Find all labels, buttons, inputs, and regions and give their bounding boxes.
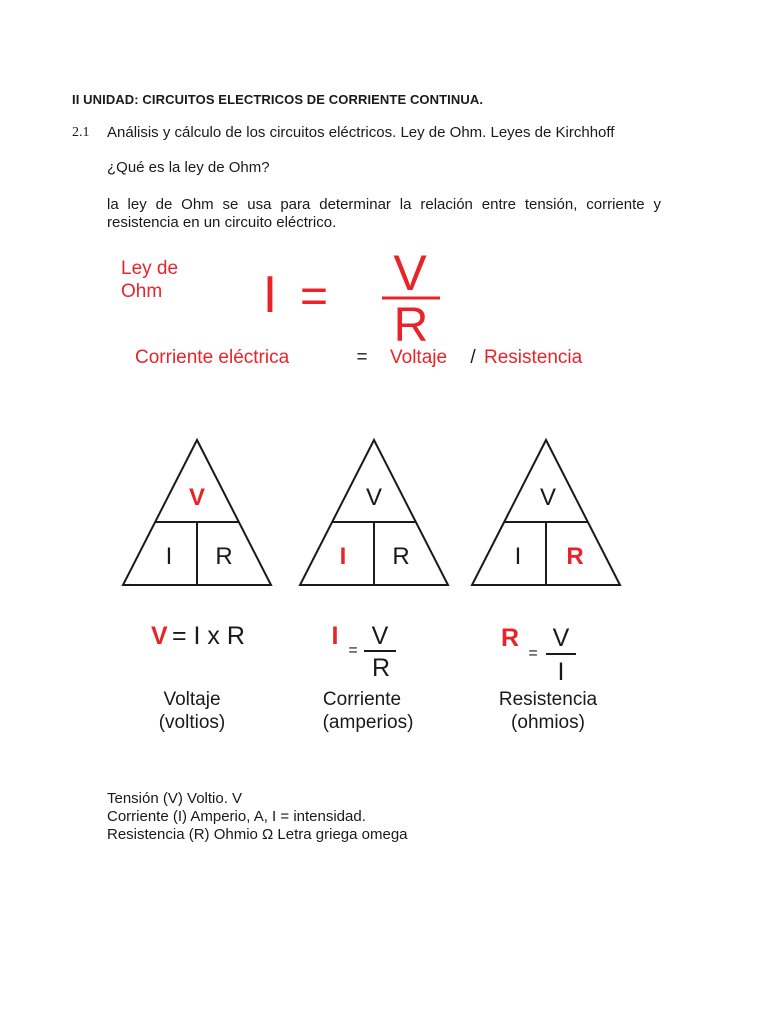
formula-numerator: V [393, 245, 427, 301]
triangle2-right: R [392, 543, 410, 570]
formula-denominator: R [393, 299, 429, 352]
triangle-voltage [123, 440, 271, 585]
resistance-formula-numerator: V [552, 624, 570, 652]
resistance-formula-equals: = [528, 645, 538, 662]
question-text: ¿Qué es la ley de Ohm? [107, 159, 270, 176]
section-number: 2.1 [72, 125, 90, 140]
triangle1-left: I [165, 543, 173, 570]
voltage-unit: (voltios) [158, 712, 226, 733]
triangle3-top: V [539, 484, 557, 511]
section-title: Análisis y cálculo de los circuitos eléctricos. Ley de Ohm. Leyes de Kirchhoff [107, 124, 615, 141]
triangle-resistance [472, 440, 620, 585]
definition-paragraph: la ley de Ohm se usa para determinar la relación entre tensión, corriente y resistencia en un circuito eléctrico. [107, 196, 661, 231]
word-equation-equals: = [356, 347, 368, 368]
current-name: Corriente [322, 689, 402, 710]
triangle3-right: R [566, 543, 584, 570]
word-equation-lhs: Corriente eléctrica [135, 347, 290, 368]
resistance-formula-denominator: I [557, 658, 565, 686]
resistance-name: Resistencia [498, 689, 598, 710]
triangle1-right: R [215, 543, 233, 570]
formula-lhs: I [262, 266, 278, 324]
current-formula-numerator: V [371, 622, 389, 650]
current-formula-lhs: I [331, 622, 339, 650]
figure-caption-line2: Ohm [121, 281, 163, 302]
triangle2-top: V [365, 484, 383, 511]
resistance-formula [501, 624, 576, 686]
voltage-formula [151, 622, 245, 650]
resistance-unit: (ohmios) [511, 712, 585, 733]
word-equation-slash: / [470, 347, 476, 368]
units-legend [107, 790, 408, 844]
voltage-formula-lhs: V [151, 622, 168, 650]
formula-equals: = [299, 270, 329, 323]
triangle2-left: I [339, 543, 347, 570]
voltage-formula-rhs: = I x R [172, 622, 245, 650]
resistance-formula-lhs: R [500, 624, 520, 652]
current-formula-denominator: R [371, 654, 391, 682]
triangle-current [300, 440, 448, 585]
current-formula [332, 622, 396, 682]
word-equation-term2: Resistencia [484, 347, 583, 368]
legend-resistance: Resistencia (R) Ohmio Ω Letra griega omega [107, 826, 408, 843]
triangle1-top: V [188, 484, 206, 511]
unit-heading: II UNIDAD: CIRCUITOS ELECTRICOS DE CORRIENTE CONTINUA. [72, 92, 484, 107]
figure-caption-line1: Ley de [121, 258, 179, 279]
current-formula-equals: = [348, 642, 358, 659]
current-unit: (amperios) [322, 712, 414, 733]
triangle3-left: I [514, 543, 522, 570]
word-equation-term1: Voltaje [390, 347, 448, 368]
voltage-name: Voltaje [163, 689, 221, 710]
legend-current: Corriente (I) Amperio, A, I = intensidad. [107, 808, 366, 825]
legend-voltage: Tensión (V) Voltio. V [107, 790, 243, 807]
